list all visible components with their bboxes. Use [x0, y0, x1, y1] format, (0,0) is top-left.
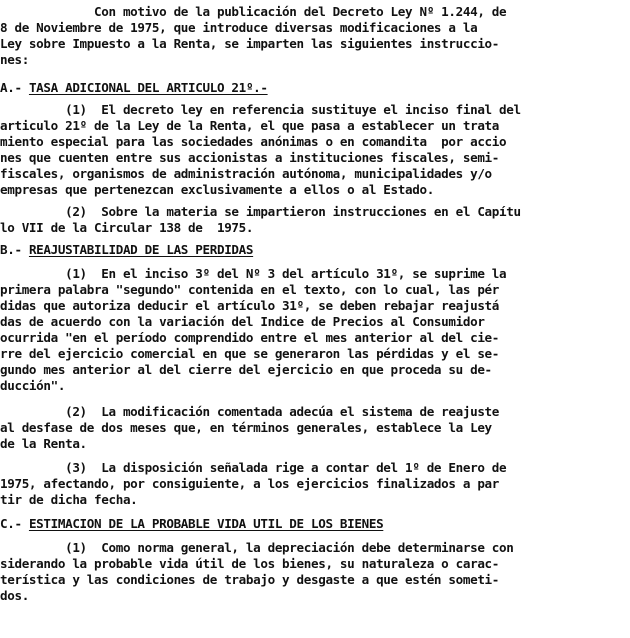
intro-line-3: Ley sobre Impuesto a la Renta, se imparten las siguientes instruccio-: [0, 36, 500, 51]
intro-line-4: nes:: [0, 52, 29, 67]
section-b-p1-line-3: didas que autoriza deducir el artículo 31º, se deben rebajar reajustá: [0, 298, 500, 313]
section-a-heading-row: [0, 80, 268, 96]
section-a-p2-line-2: lo VII de la Circular 138 de 1975.: [0, 220, 254, 235]
section-c-number: C.-: [0, 516, 29, 531]
section-b-p1-line-6: rre del ejercicio comercial en que se generaron las pérdidas y el se-: [0, 346, 500, 361]
section-c-heading: ESTIMACION DE LA PROBABLE VIDA UTIL DE LOS BIENES: [28, 516, 384, 531]
section-a-p1-line-2: articulo 21º de la Ley de la Renta, el que pasa a establecer un trata: [0, 118, 500, 133]
section-c-heading-row: [0, 516, 383, 532]
section-c-p1-line-2: siderando la probable vida útil de los bienes, su naturaleza o carac-: [0, 556, 500, 571]
section-b-heading-row: [0, 242, 253, 258]
section-c-p1-line-1: (1) Como norma general, la depreciación debe determinarse con: [0, 540, 514, 555]
section-a-number: A.-: [0, 80, 29, 95]
section-c-p1-line-3: terística y las condiciones de trabajo y desgaste a que estén someti-: [0, 572, 500, 587]
section-b-p1-line-4: das de acuerdo con la variación del Indice de Precios al Consumidor: [0, 314, 485, 329]
intro-line-2: 8 de Noviembre de 1975, que introduce diversas modificaciones a la: [0, 20, 478, 35]
section-b-number: B.-: [0, 242, 29, 257]
section-a-heading: TASA ADICIONAL DEL ARTICULO 21º.-: [28, 80, 268, 95]
section-b-heading: REAJUSTABILIDAD DE LAS PERDIDAS: [28, 242, 254, 257]
section-b-p1-line-7: gundo mes anterior al del cierre del ejercicio en que proceda su de-: [0, 362, 492, 377]
section-b-p3-line-1: (3) La disposición señalada rige a contar del 1º de Enero de: [0, 460, 507, 475]
section-a-p2-line-1: (2) Sobre la materia se impartieron instrucciones en el Capítu: [0, 204, 521, 219]
section-b-p1-line-2: primera palabra "segundo" contenida en el texto, con lo cual, las pér: [0, 282, 500, 297]
section-b-p2-line-3: de la Renta.: [0, 436, 87, 451]
intro-line-1: Con motivo de la publicación del Decreto Ley Nº 1.244, de: [0, 4, 507, 19]
section-a-p1-line-5: fiscales, organismos de administración autónoma, municipalidades y/o: [0, 166, 492, 181]
section-a-p1-line-6: empresas que pertenezcan exclusivamente a ellos o al Estado.: [0, 182, 434, 197]
section-b-p3-line-3: tir de dicha fecha.: [0, 492, 138, 507]
section-a-p1-line-1: (1) El decreto ley en referencia sustituye el inciso final del: [0, 102, 521, 117]
section-b-p1-line-8: ducción".: [0, 378, 66, 393]
section-a-p1-line-3: miento especial para las sociedades anónimas o en comandita por accio: [0, 134, 507, 149]
section-b-p2-line-1: (2) La modificación comentada adecúa el sistema de reajuste: [0, 404, 500, 419]
section-c-p1-line-4: dos.: [0, 588, 29, 603]
section-a-p1-line-4: nes que cuenten entre sus accionistas a instituciones fiscales, semi-: [0, 150, 500, 165]
section-b-p1-line-1: (1) En el inciso 3º del Nº 3 del artículo 31º, se suprime la: [0, 266, 507, 281]
section-b-p1-line-5: ocurrida "en el período comprendido entre el mes anterior al del cie-: [0, 330, 500, 345]
section-b-p3-line-2: 1975, afectando, por consiguiente, a los ejercicios finalizados a par: [0, 476, 500, 491]
section-b-p2-line-2: al desfase de dos meses que, en términos generales, establece la Ley: [0, 420, 492, 435]
